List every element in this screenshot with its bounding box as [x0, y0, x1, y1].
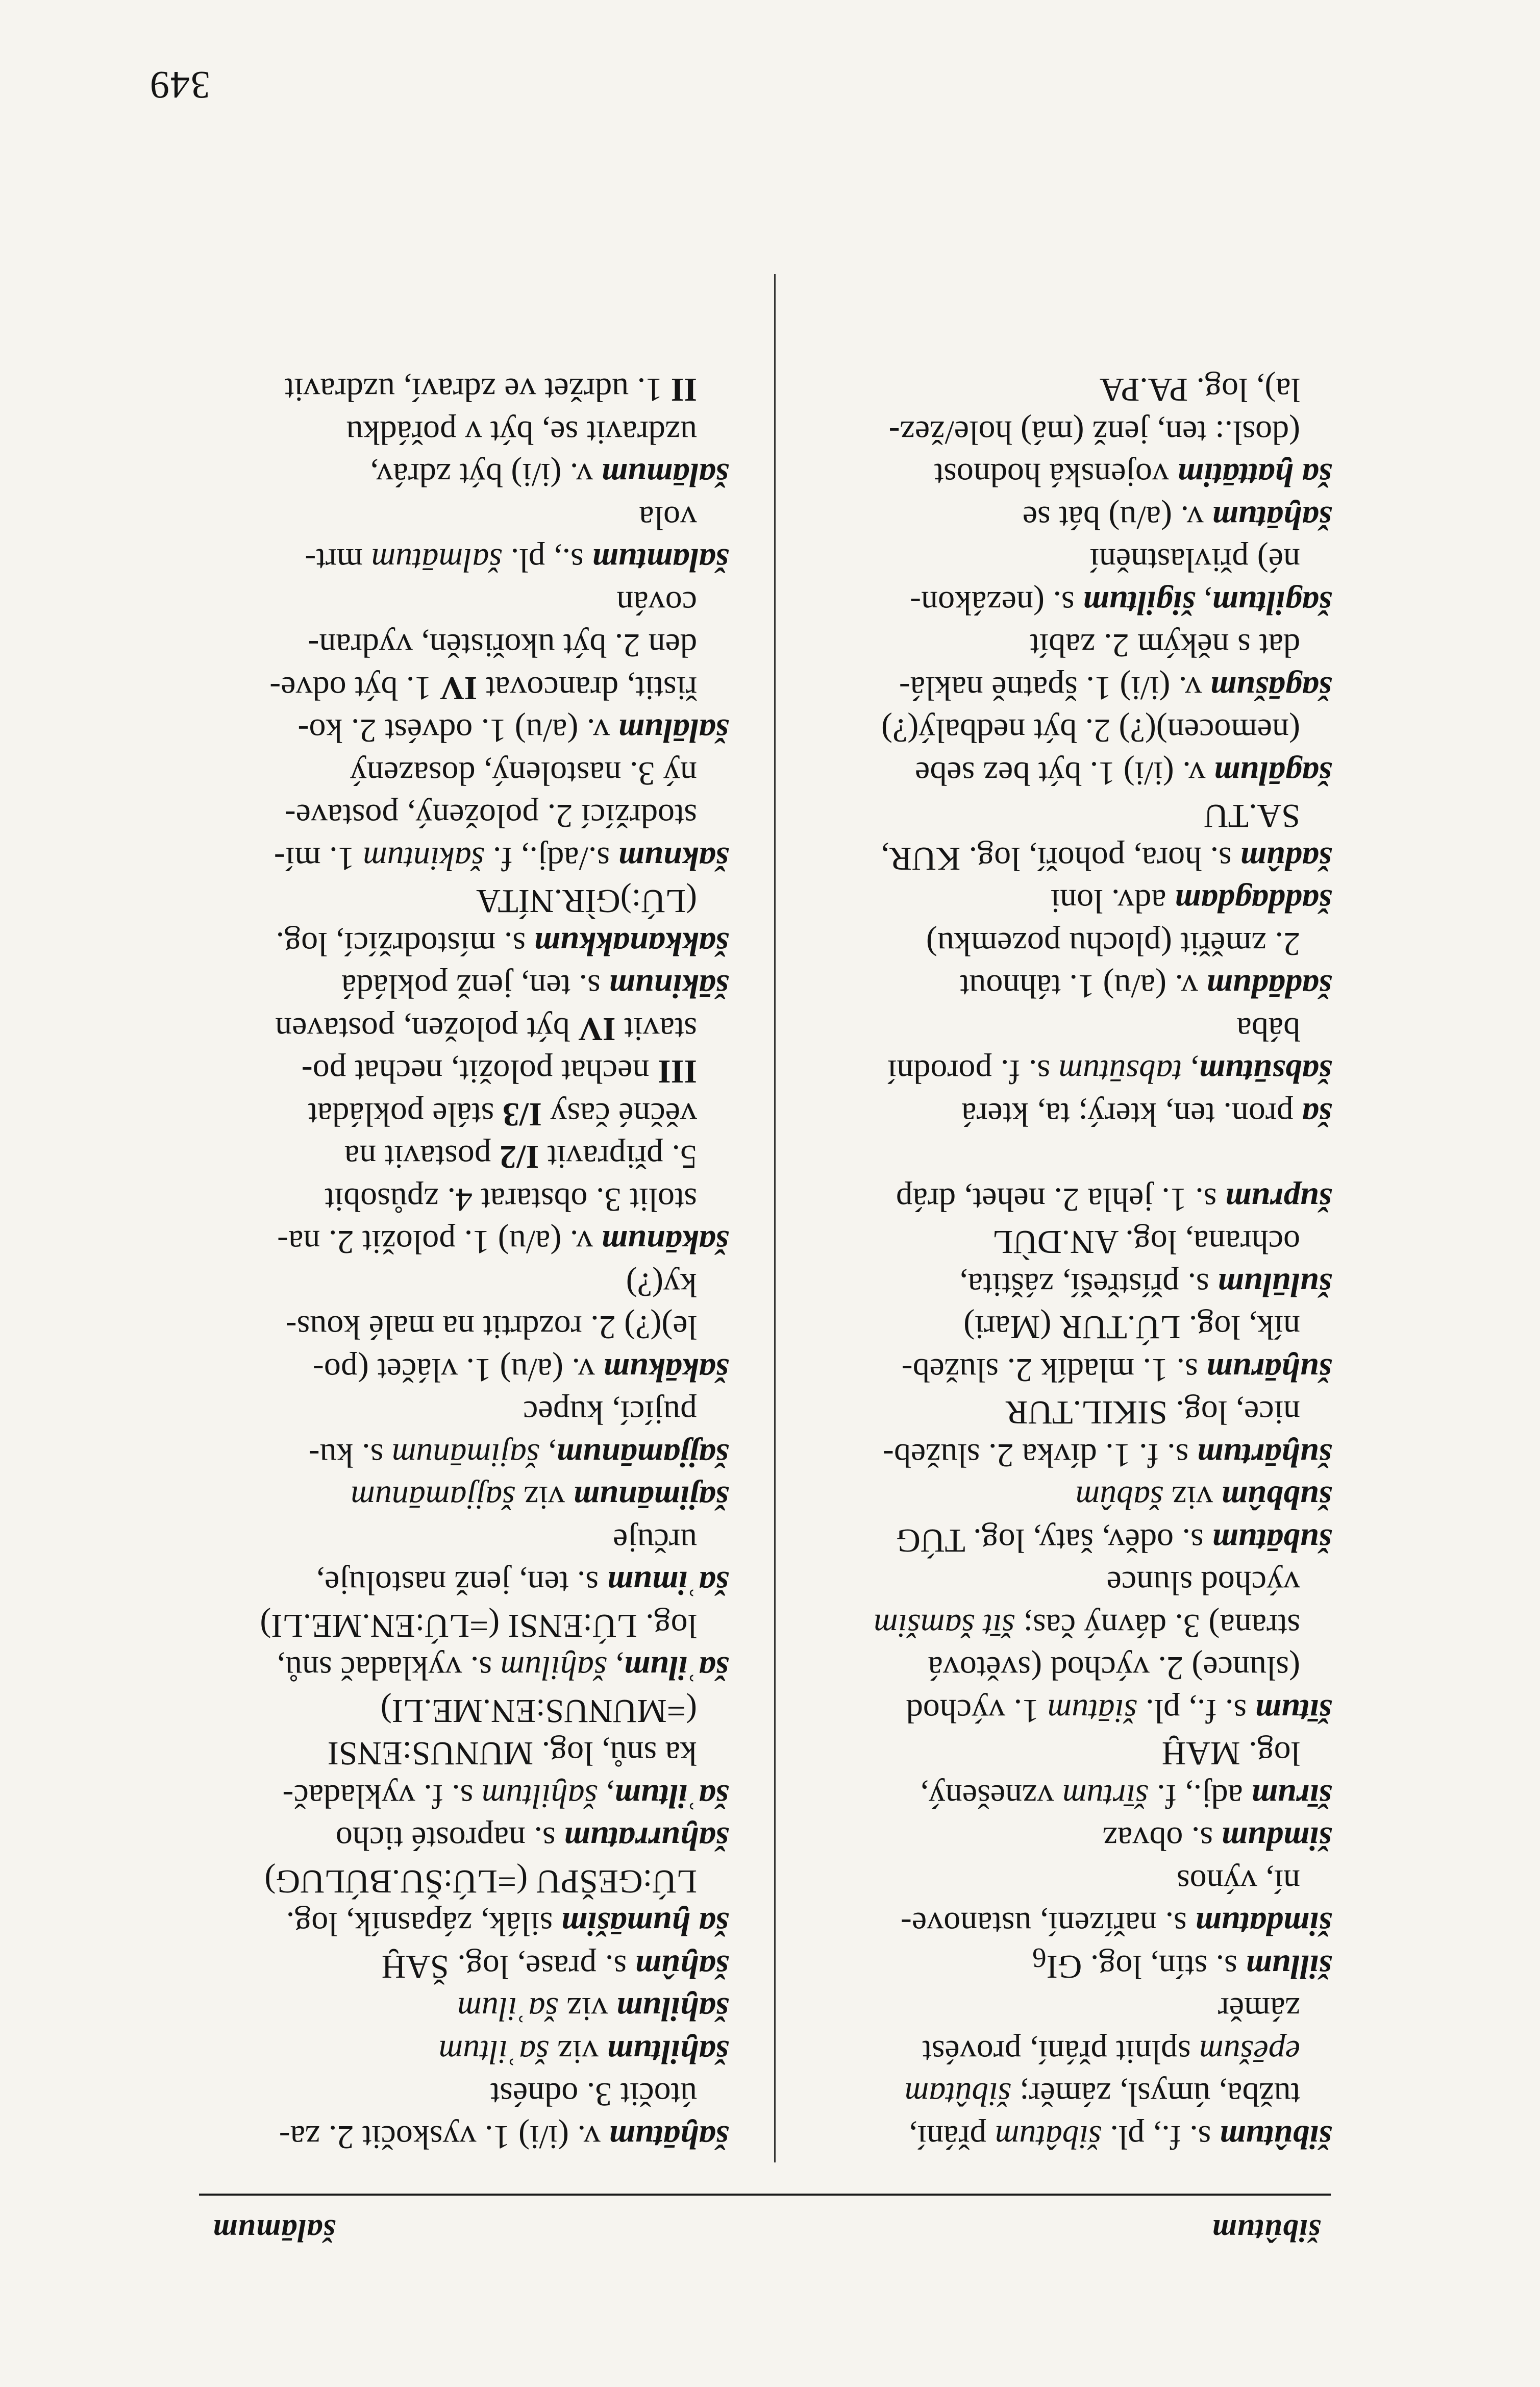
entry-line: [806, 582, 1332, 625]
entry-line: [203, 1008, 729, 1051]
entry-line: [806, 880, 1332, 923]
entry-line: [806, 1434, 1332, 1477]
definition-text: mrt-: [305, 542, 371, 579]
definition-text: pující, kupec: [523, 1394, 697, 1432]
left-column: [806, 368, 1332, 2158]
definition-text: nechat položit, nechat po-: [301, 1053, 658, 1091]
definition-text: splnit přání, provést: [922, 2033, 1200, 2071]
definition-text: strana) 3. dávný čas;: [1015, 1607, 1300, 1644]
variant-form: šajimānum: [391, 1437, 540, 1474]
entry-line: [806, 1860, 1332, 1903]
entry-line: [203, 1306, 729, 1349]
headword: šabsūtum: [1199, 1053, 1332, 1091]
definition-text: viz: [558, 1990, 616, 2028]
definition-text: uzdravit se, být v pořádku: [346, 414, 697, 451]
entry-line: [806, 1050, 1332, 1093]
headword: šulūlum: [1218, 1266, 1332, 1303]
definition-text: s. vykladač snů,: [277, 1650, 501, 1687]
definition-text: s. hora, pohoří, log. KUR,: [881, 840, 1240, 877]
entry-line: [806, 1775, 1332, 1818]
headword: šalāmum: [601, 456, 729, 494]
headword: šakākum: [603, 1351, 729, 1389]
definition-text: s. místodržící, log.: [276, 925, 534, 963]
entry-line: [203, 965, 729, 1008]
definition-text: v. (a/u) 1. táhnout: [959, 968, 1207, 1005]
entry-line: [806, 709, 1332, 752]
entry-line: [203, 1477, 729, 1519]
variant-form: šakintum: [363, 840, 485, 877]
headword: šaddagdam: [1174, 882, 1332, 920]
entry-line: [203, 2116, 729, 2159]
headword: šajjamānum: [556, 1437, 729, 1474]
definition-text: 1. východ: [906, 1692, 1048, 1730]
stem-label: II: [670, 371, 697, 409]
variant-form: epēšum: [1199, 2033, 1300, 2071]
definition-text: s. f. porodní: [887, 1053, 1059, 1091]
definition-text: s. f., pl.: [1101, 2119, 1220, 2156]
definition-text: adj., f.: [1148, 1778, 1252, 1815]
definition-text: ,: [539, 1437, 557, 1474]
headword: šagālum: [1213, 755, 1332, 792]
headword: šaknum: [618, 840, 729, 877]
entry-line: [203, 1988, 729, 2031]
stem-label: I/2: [500, 1138, 539, 1176]
definition-text: né) přivlastnění: [1089, 542, 1300, 579]
definition-text: (slunce) 2. východ (světová: [928, 1650, 1300, 1687]
definition-text: v. (a/u) 1. vláčet (po-: [312, 1351, 604, 1389]
headword: šigiltum: [1083, 584, 1196, 622]
definition-text: den 2. být ukořistěn, vydran-: [308, 627, 697, 665]
header-rule: [199, 2194, 1331, 2196]
definition-text: log. MAḪ: [1161, 1735, 1300, 1773]
entry-line: [203, 880, 729, 923]
entry-line: [806, 1690, 1332, 1733]
definition-text: vola: [639, 499, 697, 536]
definition-text: ,: [598, 1778, 615, 1815]
entry-line: [203, 1519, 729, 1562]
entry-line: [806, 1942, 1332, 1988]
entry-line: [203, 368, 729, 411]
entry-line: [806, 1477, 1332, 1519]
entry-line: [806, 1136, 1332, 1178]
definition-text: stodržící 2. položený, postave-: [284, 797, 697, 835]
entry-line: [203, 1562, 729, 1605]
entry-line: [806, 454, 1332, 497]
variant-form: šaʾilum: [457, 1990, 559, 2028]
stem-label: III: [657, 1053, 697, 1091]
definition-text: s. přístřeší, záštita,: [959, 1266, 1218, 1303]
definition-text: pron. ten, který; ta, která: [961, 1096, 1302, 1133]
entry-line: [806, 411, 1332, 454]
definition-text: (=MUNUS:EN.ME.LI): [380, 1692, 697, 1730]
entry-line: [203, 838, 729, 880]
definition-text: nice, log. SIKIL.TUR: [1005, 1394, 1300, 1432]
entry-line: [203, 1775, 729, 1818]
definition-text: log. LÚ:ENSI (=LÚ:EN.ME.LI): [260, 1607, 697, 1644]
definition-text: s. 1. mladík 2. služeb-: [901, 1351, 1207, 1389]
definition-text: 6: [1032, 1942, 1047, 1974]
headword: šaʾiltum: [614, 1778, 729, 1815]
entry-line: [806, 2031, 1332, 2074]
definition-text: ník, log. LÚ.TUR (Mari): [963, 1309, 1300, 1346]
definition-text: cován: [616, 584, 697, 622]
definition-text: v. (i/i) 1. vyskočit 2. za-: [279, 2119, 609, 2156]
variant-form: šaḫiltum: [481, 1778, 598, 1815]
variant-form: šiātum: [1047, 1692, 1137, 1730]
definition-text: s. (nezákon-: [910, 584, 1083, 622]
running-head-right: šalāmum: [212, 2213, 336, 2248]
headword: šadûm: [1240, 840, 1332, 877]
definition-text: s. stín, log. GI: [1046, 1948, 1246, 1985]
definition-text: s. prase, log. ŠAḪ: [381, 1948, 635, 1985]
variant-form: šajjamānum: [351, 1479, 515, 1517]
headword: šibûtum: [1219, 2119, 1332, 2156]
entry-line: [806, 752, 1332, 795]
headword: šajimānum: [573, 1479, 729, 1517]
headword: šalamtum: [592, 542, 729, 579]
entry-line: [806, 1732, 1332, 1775]
headword: šīrum: [1251, 1778, 1332, 1815]
entry-line: [806, 1605, 1332, 1647]
entry-line: [203, 1178, 729, 1221]
definition-text: ní, výnos: [1176, 1863, 1300, 1900]
definition-text: viz: [1163, 1479, 1222, 1517]
definition-text: 2. změřit (plochu pozemku): [926, 925, 1300, 963]
variant-form: šalmātum: [371, 542, 503, 579]
headword: ša ḫumāšim: [561, 1905, 729, 1943]
entry-line: [806, 667, 1332, 710]
headword: šaḫātum: [609, 2119, 729, 2156]
definition-text: útočit 3. odnést: [490, 2076, 697, 2113]
headword: šaʾimum: [607, 1564, 729, 1602]
headword: šubbûm: [1221, 1479, 1332, 1517]
headword: šimdatum: [1195, 1905, 1332, 1943]
entry-line: [203, 539, 729, 582]
headword: šuprum: [1225, 1181, 1332, 1218]
entry-line: [806, 624, 1332, 667]
entry-line: [203, 1817, 729, 1860]
definition-text: 1. mí-: [274, 840, 363, 877]
entry-line: [806, 795, 1332, 838]
definition-text: stále pokládat: [308, 1096, 503, 1133]
definition-text: bába: [1236, 1011, 1300, 1048]
definition-text: v. (i/i) 1. špatně naklá-: [899, 670, 1210, 707]
definition-text: dat s někým 2. zabít: [1030, 627, 1300, 665]
headword: šalālum: [618, 712, 729, 750]
entry-line: [203, 1946, 729, 1988]
stem-label: IV: [439, 670, 478, 707]
entry-line: [806, 539, 1332, 582]
definition-text: stavit: [615, 1011, 697, 1048]
definition-text: tužba, úmysl, záměr;: [1011, 2076, 1300, 2113]
definition-text: ka snů, log. MUNUS:ENSI: [327, 1735, 697, 1773]
entry-line: [203, 1050, 729, 1093]
definition-text: (LÚ:)GÌR.NÍTA: [476, 882, 697, 920]
definition-text: s./adj., f.: [484, 840, 618, 877]
entry-line: [203, 923, 729, 966]
definition-text: s. 1. jehla 2. nehet, dráp: [896, 1181, 1225, 1218]
definition-text: s. obvaz: [1102, 1820, 1222, 1858]
entry-line: [806, 497, 1332, 539]
definition-text: viz: [515, 1479, 574, 1517]
definition-text: viz: [549, 2033, 607, 2071]
entry-line: [203, 1732, 729, 1775]
headword: šaḫûm: [635, 1948, 729, 1985]
entry-line: [806, 838, 1332, 880]
headword: šakkanakkum: [534, 925, 729, 963]
entry-line: [203, 454, 729, 497]
entry-line: [806, 1817, 1332, 1860]
entry-line: [203, 497, 729, 539]
definition-text: stolit 3. obstarat 4. způsobit: [325, 1181, 697, 1218]
definition-text: s. f. 1. dívka 2. služeb-: [882, 1437, 1197, 1474]
headword: šaḫurratum: [564, 1820, 729, 1858]
variant-form: šabûm: [1075, 1479, 1163, 1517]
entry-line: [203, 795, 729, 838]
definition-text: v. (i/i) 1. být bez sebe: [915, 755, 1214, 792]
entry-line: [806, 1519, 1332, 1562]
definition-text: s. naprosté ticho: [335, 1820, 564, 1858]
definition-text: s. f. vykladač-: [282, 1778, 482, 1815]
headword: šagiltum: [1212, 584, 1332, 622]
headword: šadādum: [1206, 968, 1332, 1005]
definition-text: 1. udržet ve zdraví, uzdravit: [284, 371, 671, 409]
entry-line: [203, 1690, 729, 1733]
definition-text: v. (a/u) 1. položit 2. na-: [277, 1223, 602, 1261]
entry-line: [806, 1008, 1332, 1051]
entry-line: [203, 1605, 729, 1647]
headword: šuḫārtum: [1197, 1437, 1332, 1474]
headword: šītum: [1255, 1692, 1332, 1730]
stem-label: I/3: [502, 1096, 542, 1133]
definition-text: záměr: [1218, 1990, 1300, 2028]
definition-text: v. (a/u) bát se: [1022, 499, 1212, 536]
definition-text: silák, zápasník, log.: [286, 1905, 561, 1943]
headword: šubātum: [1212, 1522, 1332, 1559]
definition-text: s. ku-: [308, 1437, 392, 1474]
entry-line: [203, 1391, 729, 1434]
definition-text: ,: [607, 1650, 624, 1687]
definition-text: přání,: [909, 2119, 995, 2156]
definition-text: s. ten, jenž nastoluje,: [316, 1564, 607, 1602]
entry-line: [806, 1988, 1332, 2031]
variant-form: tabsūtum: [1058, 1053, 1182, 1091]
right-column: [203, 368, 729, 2158]
variant-form: šaḫilum: [500, 1650, 607, 1687]
definition-text: věčné časy: [541, 1096, 697, 1133]
entry-line: [806, 1306, 1332, 1349]
entry-line: [806, 1647, 1332, 1690]
entry-line: [806, 1264, 1332, 1307]
page-number: 349: [149, 63, 210, 106]
variant-form: šīrtum: [1062, 1778, 1149, 1815]
entry-line: [203, 1221, 729, 1264]
entry-line: [806, 1093, 1332, 1136]
entry-line: [203, 1264, 729, 1307]
definition-text: určuje: [613, 1522, 697, 1559]
headword: šaḫiltum: [607, 2033, 729, 2071]
definition-text: (dosl.: ten, jenž (má) hole/žez-: [888, 414, 1300, 451]
entry-line: [806, 1391, 1332, 1434]
variant-form: šīt šamšim: [874, 1607, 1015, 1644]
headword: šaḫilum: [616, 1990, 729, 2028]
headword: šillum: [1246, 1948, 1332, 1985]
definition-text: ,: [1182, 1053, 1199, 1091]
entry-line: [806, 1562, 1332, 1605]
entry-line: [203, 1349, 729, 1392]
headword: šagāšum: [1210, 670, 1332, 707]
headword: šakānum: [601, 1223, 729, 1261]
entry-line: [203, 1093, 729, 1136]
headword: šaḫātum: [1212, 499, 1332, 536]
definition-text: být položen, postaven: [275, 1011, 579, 1048]
definition-text: v. (i/i) být zdráv,: [370, 456, 602, 494]
entry-line: [203, 667, 729, 710]
definition-text: 1. být odve-: [269, 670, 440, 707]
entry-line: [806, 1903, 1332, 1946]
headword: šimdum: [1221, 1820, 1332, 1858]
entry-line: [203, 2073, 729, 2116]
entry-line: [806, 2116, 1332, 2159]
definition-text: (nemocen)(?) 2. být nedbalý(?): [881, 712, 1300, 750]
definition-text: la), log. PA.PA: [1099, 371, 1300, 409]
headword: šaʾilum: [624, 1650, 729, 1687]
running-head-left: šibûtum: [1211, 2213, 1321, 2248]
entry-line: [203, 582, 729, 625]
entry-line: [806, 965, 1332, 1008]
entry-line: [203, 624, 729, 667]
entry-line: [203, 1136, 729, 1178]
headword: šākinum: [609, 968, 729, 1005]
headword: ša ḫattātim: [1177, 456, 1332, 494]
definition-text: s. ten, jenž pokládá: [341, 968, 609, 1005]
entry-line: [203, 1647, 729, 1690]
entry-line: [806, 368, 1332, 411]
definition-text: vojenská hodnost: [934, 456, 1178, 494]
entry-line: [203, 1903, 729, 1946]
definition-text: ,: [1195, 584, 1212, 622]
entry-line: [806, 1178, 1332, 1221]
definition-text: SA.TU: [1204, 797, 1300, 835]
definition-text: adv. loni: [1050, 882, 1175, 920]
definition-text: v. (a/u) 1. odvést 2. ko-: [297, 712, 618, 750]
variant-form: šaʾiltum: [438, 2033, 549, 2071]
definition-text: postavit na: [344, 1138, 500, 1176]
entry-line: [806, 2073, 1332, 2116]
entry-line: [806, 1349, 1332, 1392]
entry-line: [203, 2031, 729, 2074]
entry-line: [203, 709, 729, 752]
headword: šuḫārum: [1206, 1351, 1332, 1389]
entry-line: [203, 411, 729, 454]
definition-text: LÚ:GEŠPU (=LÚ:ŠU.BÚLUG): [264, 1863, 697, 1900]
definition-text: s. oděv, šaty, log. TÚG: [896, 1522, 1212, 1559]
stem-label: IV: [578, 1011, 616, 1048]
entry-line: [806, 923, 1332, 966]
definition-text: ochrana, log. AN.DÙL: [992, 1223, 1300, 1261]
definition-text: s., pl.: [502, 542, 592, 579]
definition-text: s. f., pl.: [1137, 1692, 1255, 1730]
definition-text: ky(?): [626, 1266, 697, 1303]
column-divider: [774, 274, 776, 2162]
entry-line: [203, 752, 729, 795]
definition-text: ný 3. nastolený, dosazený: [350, 755, 697, 792]
definition-text: 5. připravit: [539, 1138, 697, 1176]
definition-text: řistit, drancovat: [477, 670, 697, 707]
entry-line: [203, 1860, 729, 1903]
definition-text: východ slunce: [1106, 1564, 1300, 1602]
definition-text: le)(?) 2. rozdrtit na malé kous-: [285, 1309, 697, 1346]
definition-text: s. nařízení, ustanove-: [900, 1905, 1196, 1943]
entry-line: [806, 1221, 1332, 1264]
headword: ša: [1302, 1096, 1332, 1133]
variant-form: šibâtum: [995, 2119, 1102, 2156]
variant-form: šibûtam: [904, 2076, 1011, 2113]
entry-line: [203, 1434, 729, 1477]
definition-text: vznešený,: [920, 1778, 1062, 1815]
